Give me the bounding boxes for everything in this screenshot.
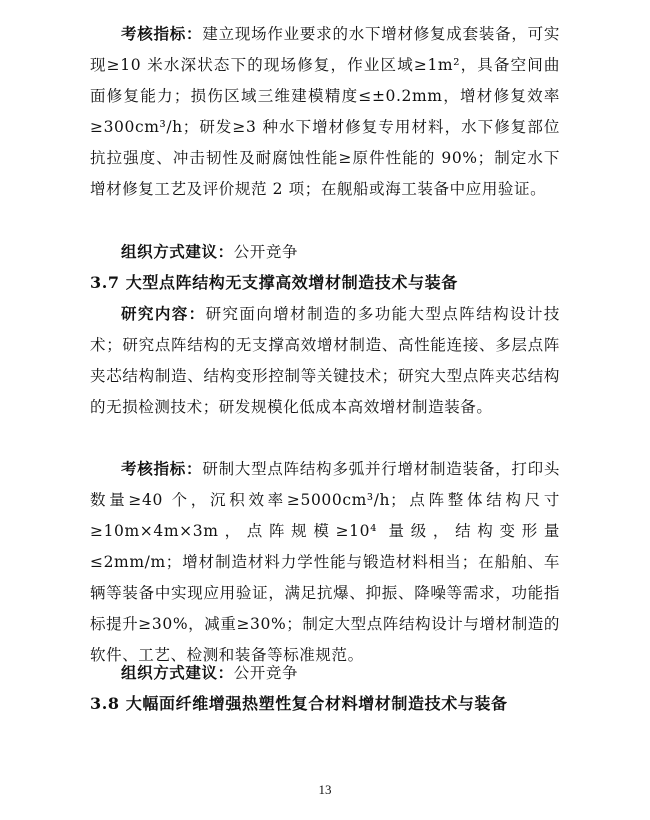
- org-paragraph-3-7: [90, 657, 560, 689]
- kpi-label: 考核指标：: [121, 24, 203, 43]
- kpi-paragraph-3-6: [90, 18, 560, 205]
- kpi-text: 建立现场作业要求的水下增材修复成套装备，可实现≥10 米水深状态下的现场修复，作业区域≥1m²，具备空间曲面修复能力；损伤区域三维建模精度≤±0.2mm，增材修复效率≥300cm³/h；研发≥3 种水下增材修复专用材料，水下修复部位抗拉强度、冲击韧性及耐腐蚀性能≥原件性能的 90%；制定水下增材修复工艺及评价规范 2 项；在舰船或海工装备中应用验证。: [90, 25, 560, 198]
- org-text: 公开竞争: [233, 664, 299, 682]
- research-text: 研究面向增材制造的多功能大型点阵结构设计技术；研究点阵结构的无支撑高效增材制造、高性能连接、多层点阵夹芯结构制造、结构变形控制等关键技术；研究大型点阵夹芯结构的无损检测技术；研发规模化低成本高效增材制造装备。: [90, 305, 560, 416]
- org-label: 组织方式建议：: [121, 242, 234, 261]
- section-heading-3-8: 3.8 大幅面纤维增强热塑性复合材料增材制造技术与装备: [90, 694, 508, 713]
- org-label: 组织方式建议：: [121, 663, 234, 682]
- org-paragraph-3-6: [90, 236, 560, 268]
- research-label: 研究内容：: [121, 304, 206, 323]
- section-heading-3-7: 3.7 大型点阵结构无支撑高效增材制造技术与装备: [90, 273, 458, 292]
- page-number: 13: [318, 782, 332, 797]
- kpi-label: 考核指标：: [121, 459, 203, 478]
- kpi-text: 研制大型点阵结构多弧并行增材制造装备，打印头数量≥40 个，沉积效率≥5000cm³/h；点阵整体结构尺寸≥10m×4m×3m，点阵规模≥10⁴ 量级，结构变形量≤2mm/m；增材制造材料力学性能与锻造材料相当；在船舶、车辆等装备中实现应用验证，满足抗爆、抑振、降噪等需求，功能指标提升≥30%，减重≥30%；制定大型点阵结构设计与增材制造的软件、工艺、检测和装备等标准规范。: [90, 460, 560, 664]
- kpi-paragraph-3-7: [90, 453, 560, 671]
- research-paragraph-3-7: [90, 298, 560, 423]
- org-text: 公开竞争: [233, 243, 299, 261]
